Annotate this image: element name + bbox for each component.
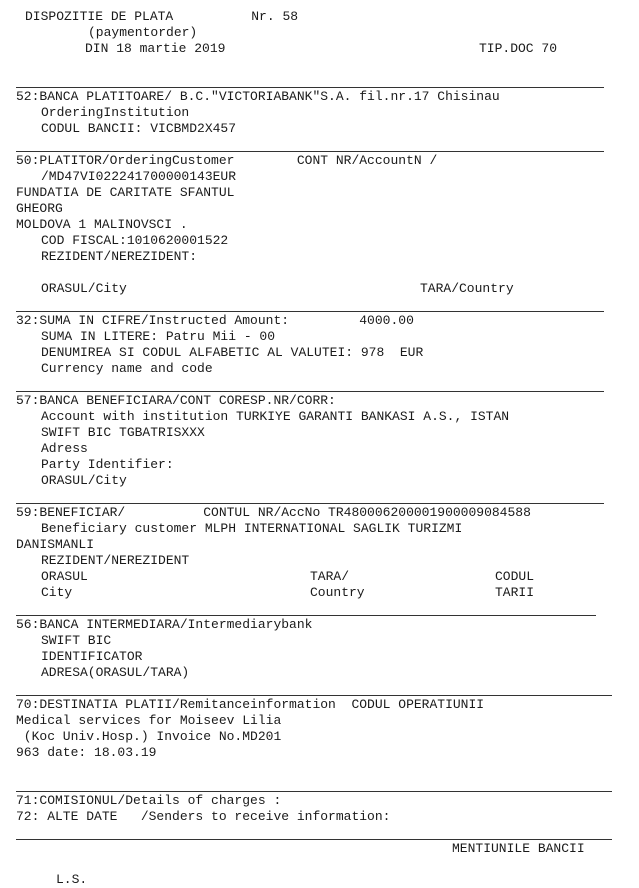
other-data: 72: ALTE DATE /Senders to receive information: — [16, 809, 391, 824]
intermediary-address: ADRESA(ORASUL/TARA) — [41, 665, 190, 680]
beneficiary-bank-header: 57:BANCA BENEFICIARA/CONT CORESP.NR/CORR: — [16, 393, 336, 408]
divider — [16, 695, 612, 696]
document-date: DIN 18 martie 2019 — [85, 41, 226, 56]
beneficiary-country-label-en: Country — [310, 585, 365, 600]
divider — [16, 87, 604, 88]
beneficiary-country-label: TARA/ — [310, 569, 350, 584]
document-type: TIP.DOC 70 — [479, 41, 558, 56]
divider — [16, 615, 596, 616]
amount-figures: 32:SUMA IN CIFRE/Instructed Amount: 4000.00 — [16, 313, 414, 328]
beneficiary-bank-address: Adress — [41, 441, 88, 456]
intermediary-swift: SWIFT BIC — [41, 633, 112, 648]
divider — [16, 503, 604, 504]
beneficiary-header: 59:BENEFICIAR/ CONTUL NR/AccNo TR480006200001900009084588 — [16, 505, 531, 520]
payer-account: /MD47VI022241700000143EUR — [41, 169, 237, 184]
document-title: DISPOZITIE DE PLATA Nr. 58 — [25, 9, 299, 24]
beneficiary-country-code-label: CODUL — [495, 569, 535, 584]
bank-payer-line: 52:BANCA PLATITOARE/ B.C."VICTORIABANK"S.A. fil.nr.17 Chisinau — [16, 89, 500, 104]
bank-payer-ordering-institution: OrderingInstitution — [41, 105, 190, 120]
divider — [16, 791, 612, 792]
currency-code: DENUMIREA SI CODUL ALFABETIC AL VALUTEI: 978 EUR — [41, 345, 424, 360]
beneficiary-city-label: ORASUL — [41, 569, 88, 584]
currency-name-label: Currency name and code — [41, 361, 213, 376]
bank-mentions-label: MENTIUNILE BANCII — [452, 841, 585, 856]
payer-name: FUNDATIA DE CARITATE SFANTUL — [16, 185, 235, 200]
beneficiary-country-code-label-en: TARII — [495, 585, 535, 600]
intermediary-identifier: IDENTIFICATOR — [41, 649, 143, 664]
beneficiary-bank-city: ORASUL/City — [41, 473, 127, 488]
stamp-placeholder: L.S. — [56, 872, 88, 887]
beneficiary-customer: Beneficiary customer MLPH INTERNATIONAL SAGLIK TURIZMI — [41, 521, 463, 536]
payer-country-label: TARA/Country — [420, 281, 514, 296]
beneficiary-bank-party-id: Party Identifier: — [41, 457, 174, 472]
beneficiary-residency: REZIDENT/NEREZIDENT — [41, 553, 190, 568]
beneficiary-bank-institution: Account with institution TURKIYE GARANTI BANKASI A.S., ISTAN — [41, 409, 510, 424]
intermediary-bank-header: 56:BANCA INTERMEDIARA/Intermediarybank — [16, 617, 313, 632]
document-subtitle: (paymentorder) — [88, 25, 198, 40]
divider — [16, 311, 604, 312]
payer-city-label: ORASUL/City — [41, 281, 127, 296]
amount-words: SUMA IN LITERE: Patru Mii - 00 — [41, 329, 276, 344]
payer-residency: REZIDENT/NEREZIDENT: — [41, 249, 198, 264]
charges-details: 71:COMISIONUL/Details of charges : — [16, 793, 282, 808]
beneficiary-customer-cont: DANISMANLI — [16, 537, 95, 552]
divider — [16, 839, 612, 840]
beneficiary-city-label-en: City — [41, 585, 73, 600]
payment-destination-text-2: (Koc Univ.Hosp.) Invoice No.MD201 — [16, 729, 282, 744]
divider — [16, 391, 604, 392]
payer-header: 50:PLATITOR/OrderingCustomer CONT NR/AccountN / — [16, 153, 438, 168]
divider — [16, 151, 604, 152]
beneficiary-bank-swift: SWIFT BIC TGBATRISXXX — [41, 425, 205, 440]
payment-destination-header: 70:DESTINATIA PLATII/Remitanceinformation CODUL OPERATIUNII — [16, 697, 485, 712]
payment-destination-text: Medical services for Moiseev Lilia — [16, 713, 282, 728]
payment-destination-text-3: 963 date: 18.03.19 — [16, 745, 157, 760]
payer-name-cont: GHEORG — [16, 201, 63, 216]
payer-address: MOLDOVA 1 MALINOVSCI . — [16, 217, 188, 232]
payer-fiscal-code: COD FISCAL:1010620001522 — [41, 233, 229, 248]
bank-payer-code: CODUL BANCII: VICBMD2X457 — [41, 121, 237, 136]
